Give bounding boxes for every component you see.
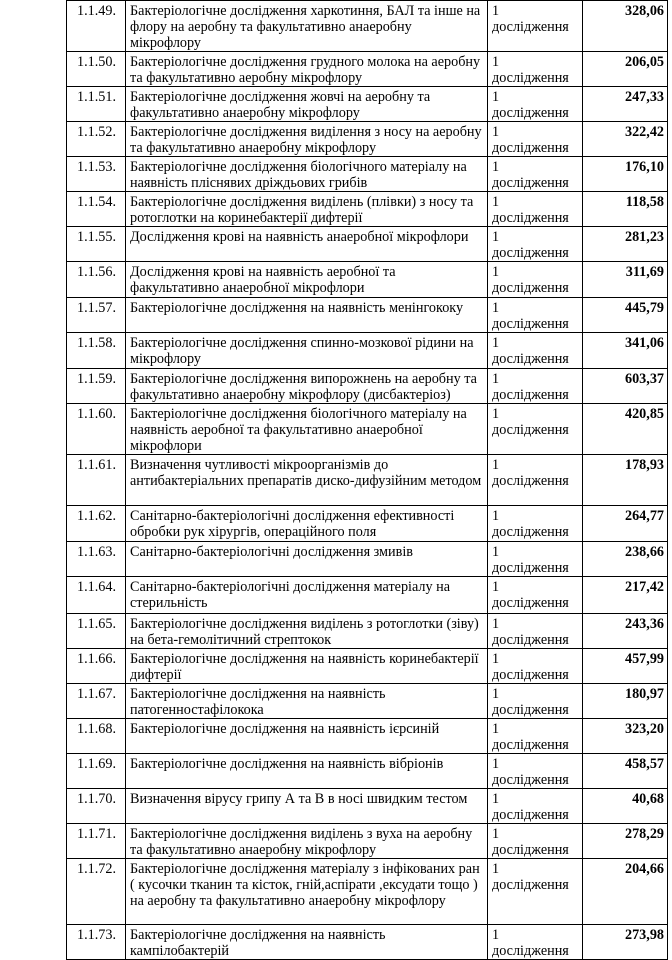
table-row: [67, 1, 668, 52]
service-price: 40,68: [583, 789, 668, 824]
table-row: [67, 824, 668, 859]
service-name: Бактеріологічне дослідження на наявність кампілобактерій: [126, 925, 488, 960]
service-name: Бактеріологічне дослідження виділення з носу на аеробну та факультативно анаеробну мікрофлору: [126, 122, 488, 157]
service-name: Бактеріологічне дослідження виділень з вуха на аеробну та факультативно анаеробну мікрофлору: [126, 824, 488, 859]
service-code: 1.1.72.: [67, 859, 126, 925]
service-price: 458,57: [583, 754, 668, 789]
service-unit: 1 дослідження: [488, 227, 583, 262]
table-row: [67, 455, 668, 506]
service-price: 243,36: [583, 614, 668, 649]
service-unit: 1 дослідження: [488, 455, 583, 506]
service-code: 1.1.66.: [67, 649, 126, 684]
table-row: [67, 369, 668, 404]
service-price: 603,37: [583, 369, 668, 404]
service-price: 457,99: [583, 649, 668, 684]
service-unit: 1 дослідження: [488, 298, 583, 333]
service-name: Бактеріологічне дослідження біологічного матеріалу на наявність пліснявих дріждьових грибів: [126, 157, 488, 192]
service-code: 1.1.55.: [67, 227, 126, 262]
service-unit: 1 дослідження: [488, 262, 583, 298]
service-name: Бактеріологічне дослідження спинно-мозкової рідини на мікрофлору: [126, 333, 488, 369]
service-unit: 1 дослідження: [488, 614, 583, 649]
service-price: 247,33: [583, 87, 668, 122]
service-unit: 1 дослідження: [488, 542, 583, 577]
service-code: 1.1.51.: [67, 87, 126, 122]
service-code: 1.1.57.: [67, 298, 126, 333]
service-name: Бактеріологічне дослідження грудного молока на аеробну та факультативно аеробну мікрофлору: [126, 52, 488, 87]
service-code: 1.1.59.: [67, 369, 126, 404]
service-price: 176,10: [583, 157, 668, 192]
service-code: 1.1.50.: [67, 52, 126, 87]
service-unit: 1 дослідження: [488, 87, 583, 122]
service-price: 445,79: [583, 298, 668, 333]
service-name: Бактеріологічне дослідження біологічного матеріалу на наявність аеробної та факультативно анаеробної мікрофлори: [126, 404, 488, 455]
service-price: 178,93: [583, 455, 668, 506]
service-code: 1.1.67.: [67, 684, 126, 719]
service-name: Бактеріологічне дослідження на наявність коринебактерії дифтерії: [126, 649, 488, 684]
table-row: [67, 925, 668, 960]
service-unit: 1 дослідження: [488, 369, 583, 404]
service-name: Бактеріологічне дослідження випорожнень на аеробну та факультативно анаеробну мікрофлору (дисбактеріоз): [126, 369, 488, 404]
table-row: [67, 52, 668, 87]
service-code: 1.1.56.: [67, 262, 126, 298]
service-name: Бактеріологічне дослідження харкотиння, БАЛ та інше на флору на аеробну та факультативно анаеробну мікрофлору: [126, 1, 488, 52]
service-price: 323,20: [583, 719, 668, 754]
service-code: 1.1.58.: [67, 333, 126, 369]
table-row: [67, 789, 668, 824]
service-price: 217,42: [583, 577, 668, 614]
table-row: [67, 122, 668, 157]
service-name: Санітарно-бактеріологічні дослідження матеріалу на стерильність: [126, 577, 488, 614]
service-code: 1.1.61.: [67, 455, 126, 506]
service-unit: 1 дослідження: [488, 754, 583, 789]
service-unit: 1 дослідження: [488, 1, 583, 52]
table-row: [67, 192, 668, 227]
service-name: Визначення чутливості мікроорганізмів до антибактеріальних препаратів диско-дифузійним методом: [126, 455, 488, 506]
service-name: Дослідження крові на наявність анаеробної мікрофлори: [126, 227, 488, 262]
service-unit: 1 дослідження: [488, 577, 583, 614]
service-name: Санітарно-бактеріологічні дослідження ефективності обробки рук хірургів, операційного поля: [126, 506, 488, 542]
service-code: 1.1.71.: [67, 824, 126, 859]
service-code: 1.1.63.: [67, 542, 126, 577]
table-row: [67, 859, 668, 925]
service-price: 311,69: [583, 262, 668, 298]
table-row: [67, 157, 668, 192]
service-name: Бактеріологічне дослідження виділень з ротоглотки (зіву) на бета-гемолітичний стрептокок: [126, 614, 488, 649]
table-row: [67, 404, 668, 455]
service-unit: 1 дослідження: [488, 789, 583, 824]
service-name: Бактеріологічне дослідження на наявність ієрсиній: [126, 719, 488, 754]
service-code: 1.1.52.: [67, 122, 126, 157]
service-price: 278,29: [583, 824, 668, 859]
service-code: 1.1.73.: [67, 925, 126, 960]
service-unit: 1 дослідження: [488, 404, 583, 455]
table-row: [67, 719, 668, 754]
table-row: [67, 87, 668, 122]
service-name: Визначення вірусу грипу А та В в носі швидким тестом: [126, 789, 488, 824]
service-unit: 1 дослідження: [488, 824, 583, 859]
service-code: 1.1.68.: [67, 719, 126, 754]
table-row: [67, 333, 668, 369]
service-code: 1.1.54.: [67, 192, 126, 227]
service-name: Бактеріологічне дослідження жовчі на аеробну та факультативно анаеробну мікрофлору: [126, 87, 488, 122]
service-code: 1.1.49.: [67, 1, 126, 52]
service-unit: 1 дослідження: [488, 122, 583, 157]
service-unit: 1 дослідження: [488, 649, 583, 684]
service-price: 206,05: [583, 52, 668, 87]
service-unit: 1 дослідження: [488, 859, 583, 925]
service-code: 1.1.70.: [67, 789, 126, 824]
service-price: 204,66: [583, 859, 668, 925]
table-row: [67, 649, 668, 684]
service-unit: 1 дослідження: [488, 52, 583, 87]
service-code: 1.1.65.: [67, 614, 126, 649]
service-code: 1.1.69.: [67, 754, 126, 789]
table-row: [67, 614, 668, 649]
service-price: 281,23: [583, 227, 668, 262]
table-row: [67, 262, 668, 298]
table-row: [67, 542, 668, 577]
service-price: 420,85: [583, 404, 668, 455]
service-name: Бактеріологічне дослідження на наявність патогенностафілокока: [126, 684, 488, 719]
price-table-body: [67, 1, 668, 960]
service-price: 238,66: [583, 542, 668, 577]
service-name: Санітарно-бактеріологічні дослідження змивів: [126, 542, 488, 577]
service-code: 1.1.64.: [67, 577, 126, 614]
service-unit: 1 дослідження: [488, 157, 583, 192]
table-row: [67, 506, 668, 542]
price-table: [66, 0, 668, 960]
service-unit: 1 дослідження: [488, 684, 583, 719]
service-code: 1.1.53.: [67, 157, 126, 192]
service-price: 264,77: [583, 506, 668, 542]
service-code: 1.1.60.: [67, 404, 126, 455]
service-price: 328,06: [583, 1, 668, 52]
table-row: [67, 577, 668, 614]
service-name: Бактеріологічне дослідження на наявність менінгококу: [126, 298, 488, 333]
service-unit: 1 дослідження: [488, 192, 583, 227]
service-price: 118,58: [583, 192, 668, 227]
table-row: [67, 298, 668, 333]
service-price: 322,42: [583, 122, 668, 157]
table-row: [67, 227, 668, 262]
service-code: 1.1.62.: [67, 506, 126, 542]
service-name: Бактеріологічне дослідження на наявність вібріонів: [126, 754, 488, 789]
service-unit: 1 дослідження: [488, 719, 583, 754]
service-name: Дослідження крові на наявність аеробної та факультативно анаеробної мікрофлори: [126, 262, 488, 298]
service-price: 341,06: [583, 333, 668, 369]
service-name: Бактеріологічне дослідження матеріалу з інфікованих ран ( кусочки тканин та кісток, гній,аспірати ,ексудати тощо ) на аеробну та факультативно анаеробну мікрофлору: [126, 859, 488, 925]
service-price: 273,98: [583, 925, 668, 960]
service-price: 180,97: [583, 684, 668, 719]
table-row: [67, 684, 668, 719]
service-name: Бактеріологічне дослідження виділень (плівки) з носу та ротоглотки на коринебактерії дифтерії: [126, 192, 488, 227]
table-row: [67, 754, 668, 789]
service-unit: 1 дослідження: [488, 925, 583, 960]
service-unit: 1 дослідження: [488, 333, 583, 369]
service-unit: 1 дослідження: [488, 506, 583, 542]
